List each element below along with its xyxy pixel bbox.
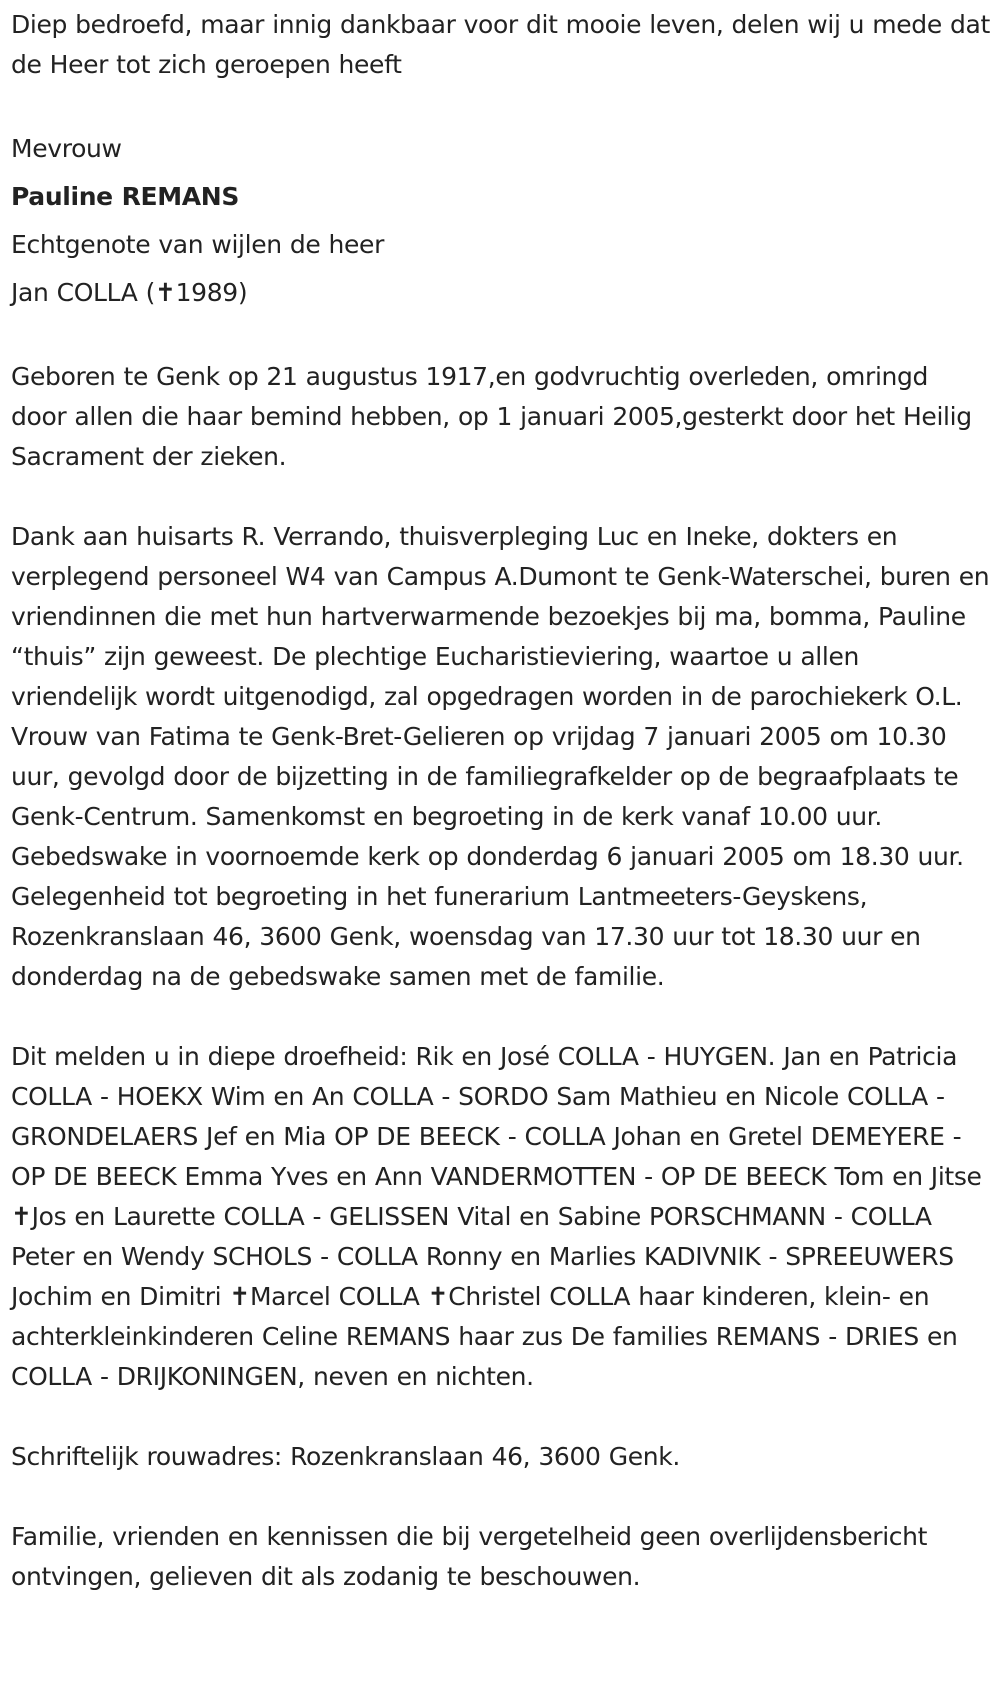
spouse-line-2: Jan COLLA (✝1989) xyxy=(11,278,248,307)
closing-note: Familie, vrienden en kennissen die bij vergetelheid geen overlijdensbericht ontvingen, gelieven dit als zodanig te beschouwen. xyxy=(11,1522,928,1591)
spouse-line-1: Echtgenote van wijlen de heer xyxy=(11,230,385,259)
thanks-funeral-paragraph: Dank aan huisarts R. Verrando, thuisverpleging Luc en Ineke, dokters en verplegend personeel W4 van Campus A.Dumont te Genk-Waterschei, buren en vriendinnen die met hun hartverwarmende bezoekjes bij ma, bomma, Pauline “thuis” zijn geweest. De plechtige Eucharistieviering, waartoe u allen vriendelijk wordt uitgenodigd, zal opgedragen worden in de parochiekerk O.L. Vrouw van Fatima te Genk-Bret-Gelieren op vrijdag 7 januari 2005 om 10.30 uur, gevolgd door de bijzetting in de familiegrafkelder op de begraafplaats te Genk-Centrum. Samenkomst en begroeting in de kerk vanaf 10.00 uur. Gebedswake in voornoemde kerk op donderdag 6 januari 2005 om 18.30 uur. Gelegenheid tot begroeting in het funerarium Lantmeeters-Geyskens, Rozenkranslaan 46, 3600 Genk, woensdag van 17.30 uur tot 18.30 uur en donderdag na de gebedswake samen met de familie. xyxy=(11,522,990,991)
intro-text: Diep bedroefd, maar innig dankbaar voor dit mooie leven, delen wij u mede dat de Heer tot zich geroepen heeft xyxy=(11,10,990,79)
mourning-address: Schriftelijk rouwadres: Rozenkranslaan 46, 3600 Genk. xyxy=(11,1442,680,1471)
birth-death-paragraph: Geboren te Genk op 21 augustus 1917,en godvruchtig overleden, omringd door allen die haar bemind hebben, op 1 januari 2005,gesterkt door het Heilig Sacrament der zieken. xyxy=(11,362,972,471)
salutation: Mevrouw xyxy=(11,134,122,163)
family-list-paragraph: Dit melden u in diepe droefheid: Rik en José COLLA - HUYGEN. Jan en Patricia COLLA - HOEKX Wim en An COLLA - SORDO Sam Mathieu en Nicole COLLA - GRONDELAERS Jef en Mia OP DE BEECK - COLLA Johan en Gretel DEMEYERE - OP DE BEECK Emma Yves en Ann VANDERMOTTEN - OP DE BEECK Tom en Jitse ✝Jos en Laurette COLLA - GELISSEN Vital en Sabine PORSCHMANN - COLLA Peter en Wendy SCHOLS - COLLA Ronny en Marlies KADIVNIK - SPREEUWERS Jochim en Dimitri ✝Marcel COLLA ✝Christel COLLA haar kinderen, klein- en achterkleinkinderen Celine REMANS haar zus De families REMANS - DRIES en COLLA - DRIJKONINGEN, neven en nichten. xyxy=(11,1042,982,1391)
deceased-name: Pauline REMANS xyxy=(11,182,239,211)
